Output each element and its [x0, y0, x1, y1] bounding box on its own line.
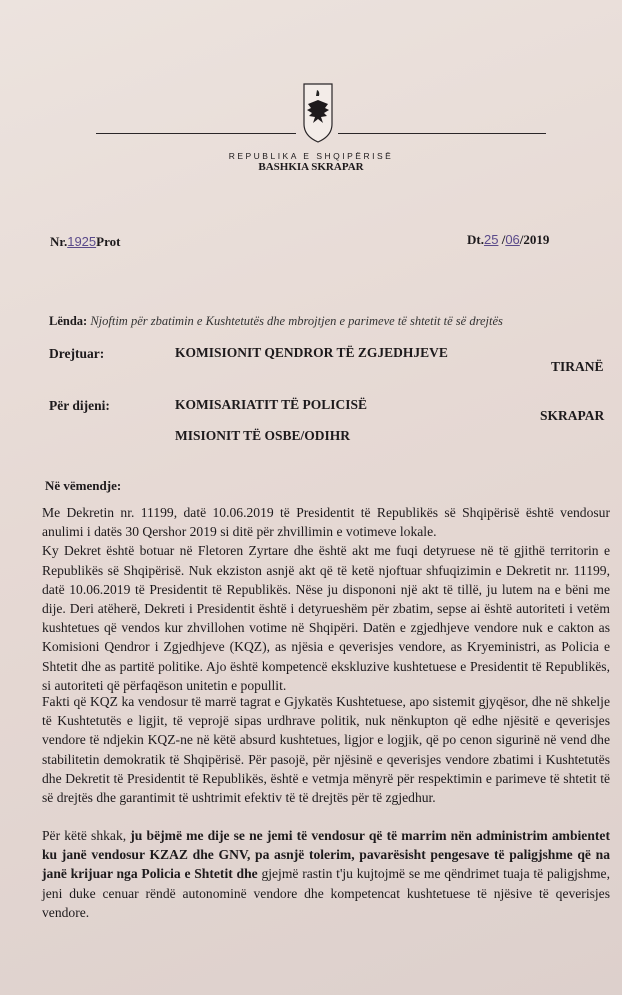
paragraph-1b: Ky Dekret është botuar në Fletoren Zyrtare dhe është akt me fuqi detyruese në të gjithë territorin e Republikës së Shqipërisë. Nuk ekziston asnjë akt që të ketë njoftuar shfuqizimin e Dekretit nr. 11199, datë 10.06.2019 të Presidentit të Republikës. Nëse ju dispononi një akt të tillë, ju lutem na e bëni me dije. Deri atëherë, Dekreti i Presidentit është i detyrueshëm për zbatim, sepse ai është autoriteti i vetëm kushtetues që vendos kur zhvillohen votime në Shqipëri. Datën e zgjedhjeve vendore nuk e cakton as Komisioni Qendror i Zgjedhjeve (KQZ), as njësia e qeverisjes vendore, as Kryeministri, as Policia e Shtetit dhe as partitë politike. Ajo është kompetencë ekskluzive kushtetuese e Presidentit të Republikës, si autoriteti që përfaqëson unitetin e popullit.: [42, 543, 610, 693]
nr-handwritten: 1925: [67, 234, 97, 249]
date-day: 25: [483, 232, 499, 247]
paragraph-3: [42, 826, 610, 922]
date-month: 06: [505, 232, 520, 247]
subject-text: Njoftim për zbatimin e Kushtetutës dhe mbrojtjen e parimeve të shtetit të së drejtës: [90, 314, 503, 328]
country-name: REPUBLIKA E SHQIPËRISË: [228, 151, 394, 161]
document-date: [467, 232, 549, 248]
header-rule-right: [338, 133, 546, 134]
dt-label: Dt.: [467, 232, 484, 247]
municipality-name: BASHKIA SKRAPAR: [258, 161, 364, 173]
paragraph-1: [42, 503, 610, 695]
cc-city: SKRAPAR: [540, 408, 605, 423]
attention-heading: Në vëmendje:: [45, 478, 122, 493]
date-year: /2019: [519, 232, 550, 247]
prot-label: Prot: [96, 234, 121, 249]
to-label: Drejtuar:: [49, 346, 105, 361]
protocol-number: [50, 234, 120, 250]
paragraph-1a: Me Dekretin nr. 11199, datë 10.06.2019 të Presidentit të Republikës së Shqipërisë është vendosur anulimi i datës 30 Qershor 2019 si ditë për zhvillimin e votimeve lokale.: [42, 505, 610, 540]
paragraph-2: Fakti që KQZ ka vendosur të marrë tagrat e Gjykatës Kushtetuese, apo sistemit gjyqësor, dhe në shkelje të Kushtetutës e ligjit, të veprojë sipas urdhrave politik, nuk nënkupton që edhe njësitë e qeverisjes vendore të ndjekin KQZ-ne në këtë absurd kushtetues, ligjor e logjik, që po cenon sigurinë në vend dhe stabilitetin demokratik të Shqipërisë. Për pasojë, për njësinë e qeverisjes vendore zbatimi i Kushtetutës dhe Dekretit të Presidentit të Republikës, është e vetmja mënyrë për respektimin e parimeve të shtetit të së drejtës dhe garantimit të ushtrimit efektiv të të drejtës për të zgjedhur.: [42, 694, 610, 806]
subject-label: Lënda:: [49, 314, 88, 328]
header-rule-left: [96, 133, 296, 134]
cc-recipient-2: MISIONIT TË OSBE/ODIHR: [175, 428, 351, 443]
p3-end: gjejmë rastin t'ju kujtojmë se me qëndrimet tuaja të paligjshme, jeni duke cenuar rëndë autonominë vendore dhe kompetencat kushtetuese të njësive të qeverisjes vendore.: [42, 866, 610, 920]
coat-of-arms-icon: [302, 82, 334, 144]
to-recipient: KOMISIONIT QENDROR TË ZGJEDHJEVE: [175, 345, 448, 360]
date-sep: /: [498, 232, 506, 247]
p3-start: Për këtë shkak,: [42, 828, 131, 843]
nr-label: Nr.: [50, 234, 68, 249]
to-city: TIRANË: [551, 359, 604, 374]
p3-bold: ju bëjmë me dije se ne jemi të vendosur që të marrim nën administrim ambientet ku janë vendosur KZAZ dhe GNV, pa asnjë tolerim, pavarësisht pengesave të paligjshme që na janë krijuar nga Policia e Shtetit dhe: [42, 828, 610, 882]
cc-recipient-1: KOMISARIATIT TË POLICISË: [175, 397, 368, 412]
subject-line: [49, 314, 503, 329]
cc-label: Për dijeni:: [49, 398, 110, 413]
